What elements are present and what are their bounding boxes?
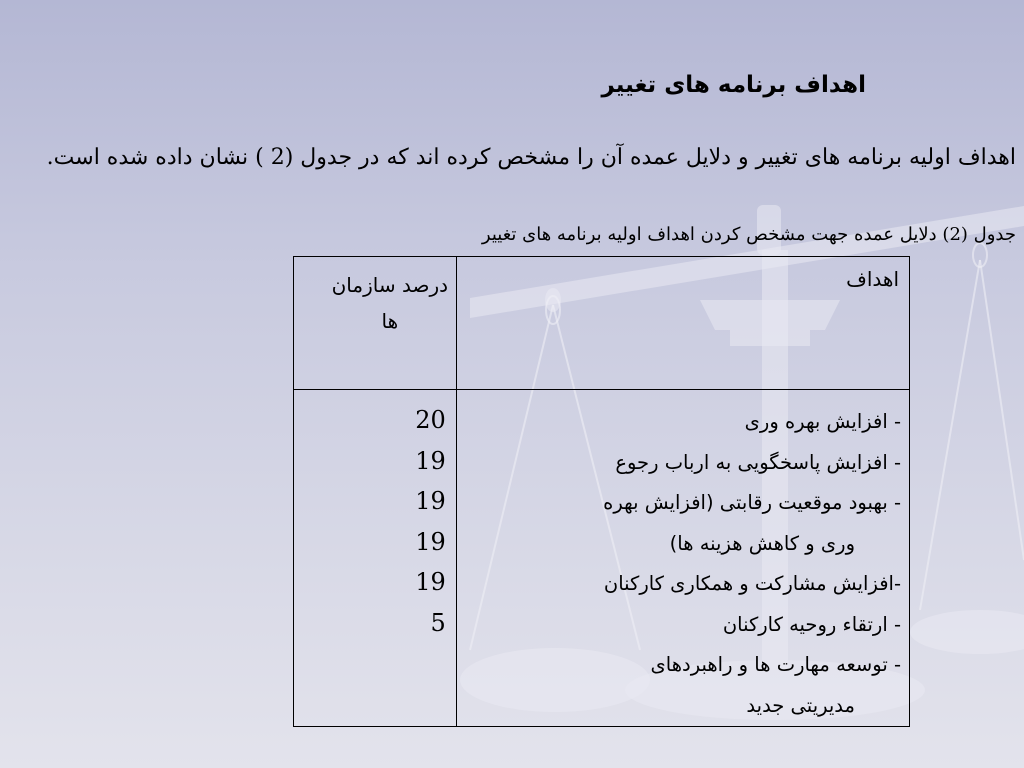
- goal-text: - افزایش پاسخگویی به ارباب رجوع: [615, 450, 901, 474]
- list-item: [457, 564, 901, 605]
- list-item: [457, 645, 901, 726]
- goal-text: - توسعه مهارت ها و راهبردهای: [650, 653, 901, 676]
- goals-cell: [456, 390, 909, 727]
- percent-value: 5: [430, 608, 446, 637]
- table-header-row: [294, 257, 910, 390]
- slide-title: اهداف برنامه های تغییر: [601, 72, 866, 98]
- percent-cell: [294, 390, 457, 727]
- goals-table: [293, 256, 910, 727]
- header-percent-label: درصد سازمان ها: [331, 273, 449, 333]
- goal-text: - ارتقاء روحیه کارکنان: [722, 612, 901, 636]
- percent-value: 19: [415, 568, 446, 596]
- goal-text-continuation: مدیریتی جدید: [746, 693, 855, 717]
- list-item: [457, 443, 901, 484]
- percent-value: 19: [415, 487, 446, 515]
- percent-value: 20: [415, 406, 446, 434]
- goal-text: - افزایش بهره وری: [744, 410, 901, 433]
- intro-paragraph: اهداف اولیه برنامه های تغییر و دلایل عمده آن را مشخص کرده اند که در جدول (2 ) نشان داده شده است.: [46, 145, 1016, 170]
- header-cell-goals: [456, 257, 909, 390]
- list-item: [457, 605, 901, 646]
- list-item: [457, 483, 901, 564]
- goal-text: - بهبود موقعیت رقابتی (افزایش بهره: [603, 491, 901, 514]
- table-caption: جدول (2) دلایل عمده جهت مشخص کردن اهداف اولیه برنامه های تغییر: [481, 224, 1016, 245]
- goals-list: [457, 390, 909, 726]
- table-body-row: [294, 390, 910, 727]
- percent-value: 19: [415, 527, 446, 556]
- header-cell-percent: [294, 257, 457, 390]
- goal-text-continuation: وری و کاهش هزینه ها): [669, 531, 855, 555]
- goal-text: -افزایش مشارکت و همکاری کارکنان: [603, 572, 901, 595]
- percent-value: 19: [415, 446, 446, 475]
- percent-list: [294, 390, 456, 643]
- header-goals-label: اهداف: [846, 267, 899, 291]
- list-item: [457, 402, 901, 443]
